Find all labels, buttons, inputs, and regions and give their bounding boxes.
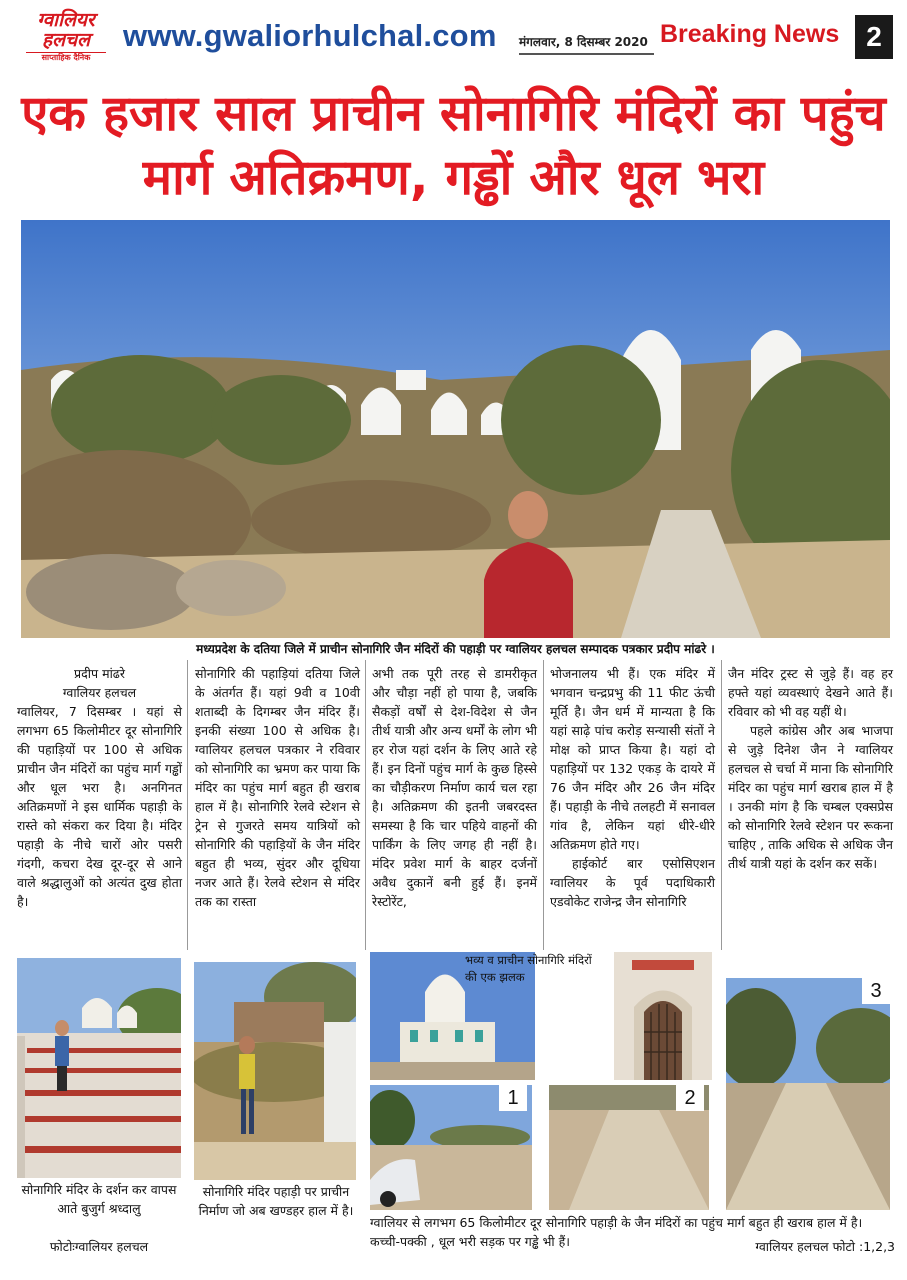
article-text: सोनागिरि की पहाड़ियां दतिया जिले के अंतर्गत हैं। यहां 9वी व 10वी शताब्दी के दिगम्बर जैन मंदिर हैं। इनकी संख्या 100 से अधिक है। ग्वालियर हलचल पत्रकार ने रविवार को सोनागिरि का भ्रमण कर पाया कि मंदिर का पहुंच मार्ग बहुत ही खराब हाल में है। सोनागिरि रेलवे स्टेशन से ट्रेन से गुजरते समय यात्रियों को सोनागिरि की पहाड़ियों के जैन मंदिर बहुत ही भव्य, सुंदर और दूधिया नजर आते हैं। रेलवे स्टेशन से मंदिर तक का रास्ता bbox=[195, 666, 360, 909]
photo-number-3: 3 bbox=[862, 978, 890, 1004]
article-column-4 bbox=[550, 664, 715, 911]
article-column-5 bbox=[728, 664, 893, 873]
photo-number-1: 1 bbox=[499, 1085, 527, 1111]
main-photo bbox=[21, 220, 890, 638]
photo-steps-illustration bbox=[17, 958, 181, 1178]
column-divider bbox=[365, 660, 366, 950]
photo-road-3-illustration bbox=[726, 978, 890, 1210]
byline-org: ग्वालियर हलचल bbox=[62, 685, 137, 700]
article-column-1 bbox=[17, 664, 182, 911]
site-url[interactable]: www.gwaliorhulchal.com bbox=[123, 18, 497, 53]
byline: प्रदीप मांढरे bbox=[74, 666, 125, 681]
article-text: अभी तक पूरी तरह से डामरीकृत और चौड़ा नहीं हो पाया है, जबकि सैकड़ों वर्षों से देश-विदेश से जैन तीर्थ यात्री और अन्य धर्मों के लोग भी हर रोज यहां दर्शन के लिए आते रहे हैं। इन दिनों पहुंच मार्ग के कुछ हिस्से का चौड़ीकरण निर्माण कार्य चल रहा है। अतिक्रमण की इतनी जबरदस्त समस्या है कि चार पहिये वाहनों की पार्किंग के लिए जगह ही नहीं है। मंदिर प्रवेश मार्ग के बाहर दर्जनों अवैध दुकानें बनी हुई हैं। इनमें रेस्टोरेंट, bbox=[372, 666, 537, 909]
article-text: हाईकोर्ट बार एसोसिएशन ग्वालियर के पूर्व पदाधिकारी एडवोकेट राजेन्द्र जैन सोनागिरि bbox=[550, 856, 715, 909]
photo-road-3 bbox=[726, 978, 890, 1210]
article-text: भोजनालय भी हैं। एक मंदिर में भगवान चन्द्रप्रभु की 11 फीट ऊंची मूर्ति है। जैन धर्म में मान्यता है कि यहां साढ़े पांच करोड़ सन्यासी संतों ने मोक्ष को प्राप्त किया है। यहां दो पहाड़ियों पर 132 एकड़ के दायरे में 76 जैन मंदिर और 26 जैन मंदिर हैं। पहाड़ी के नीचे तलहटी में सनावल गांव है, लेकिन यहां धीरे-धीरे अतिक्रमण होते गए। bbox=[550, 666, 715, 852]
column-divider bbox=[721, 660, 722, 950]
photo-gate-illustration bbox=[614, 952, 712, 1080]
article-text: ग्वालियर, 7 दिसम्बर । यहां से लगभग 65 किलोमीटर दूर सोनागिरि की पहाड़ियों पर 100 से अधिक प्राचीन जैन मंदिरों का पहुंच मार्ग गड्ढों और धूल भरा है। अनगिनत अतिक्रमणों ने इस धार्मिक पहाड़ी के रास्ते को संकरा कर दिया है। मंदिर पहाड़ी के नीचे चारों ओर पसरी गंदगी, कचरा देख दूर-दूर से आने वाले श्रद्धालुओं को अत्यंत दुख होता है। bbox=[17, 704, 182, 909]
page-number: 2 bbox=[855, 15, 893, 59]
headline: एक हजार साल प्राचीन सोनागिरि मंदिरों का पहुंच मार्ग अतिक्रमण, गड्ढों और धूल भरा bbox=[21, 85, 886, 206]
photo-ruins-caption: सोनागिरि मंदिर पहाड़ी पर प्राचीन निर्माण जो अब खण्डहर हाल में है। bbox=[198, 1184, 354, 1218]
logo-line1: ग्वालियर bbox=[37, 9, 95, 31]
photo-credit: फोटोःग्वालियर हलचल bbox=[49, 1239, 149, 1254]
photo-steps-caption: सोनागिरि मंदिर के दर्शन कर वापस आते बुजुर्ग श्रध्दालु bbox=[21, 1182, 177, 1216]
column-divider bbox=[543, 660, 544, 950]
article-text: पहले कांग्रेस और अब भाजपा से जुड़े दिनेश जैन ने ग्वालियर हलचल से चर्चा में माना कि सोनागिरि मंदिर का पहुंच मार्ग खराब हाल में है । उनकी मांग है कि चम्बल एक्सप्रेस को सोनागिरि रेलवे स्टेशन पर रूकना चाहिए , ताकि अधिक से अधिक जैन तीर्थ यात्री यहां के दर्शन कर सकें। bbox=[728, 723, 893, 871]
photo-ruins-illustration bbox=[194, 962, 356, 1180]
photo-ruins bbox=[194, 962, 356, 1180]
bottom-caption-text: ग्वालियर से लगभग 65 किलोमीटर दूर सोनागिरि पहाड़ी के जैन मंदिरों का पहुंच मार्ग बहुत ही खराब हाल में है। कच्ची-पक्की , धूल भरी सड़क पर गड्ढे भी हैं। bbox=[370, 1215, 863, 1249]
article-column-2 bbox=[195, 664, 360, 911]
photo-gate bbox=[614, 952, 712, 1080]
photo-steps bbox=[17, 958, 181, 1178]
article-text: जैन मंदिर ट्रस्ट से जुड़े हैं। वह हर हफ्ते यहां व्यवस्थाएं देखने आते हैं। रविवार को भी वह यहीं थे। bbox=[728, 666, 893, 719]
photo-temple-caption: भव्य व प्राचीन सोनागिरि मंदिरों की एक झलक bbox=[465, 953, 592, 984]
article-column-3 bbox=[372, 664, 537, 911]
bottom-photo-credit: ग्वालियर हलचल फोटो :1,2,3 bbox=[755, 1239, 895, 1254]
masthead-logo bbox=[12, 10, 120, 70]
logo-tagline: साप्ताहिक दैनिक bbox=[26, 52, 106, 63]
section-title: Breaking News bbox=[660, 20, 840, 48]
column-divider bbox=[187, 660, 188, 950]
main-photo-caption: मध्यप्रदेश के दतिया जिले में प्राचीन सोनागिरि जैन मंदिरों की पहाड़ी पर ग्वालियर हलचल सम्पादक पत्रकार प्रदीप मांढरे । bbox=[196, 642, 715, 656]
main-photo-illustration bbox=[21, 220, 890, 638]
logo-line2: हलचल bbox=[42, 29, 90, 51]
issue-date: मंगलवार, 8 दिसम्बर 2020 bbox=[519, 33, 654, 55]
photo-number-2: 2 bbox=[676, 1085, 704, 1111]
